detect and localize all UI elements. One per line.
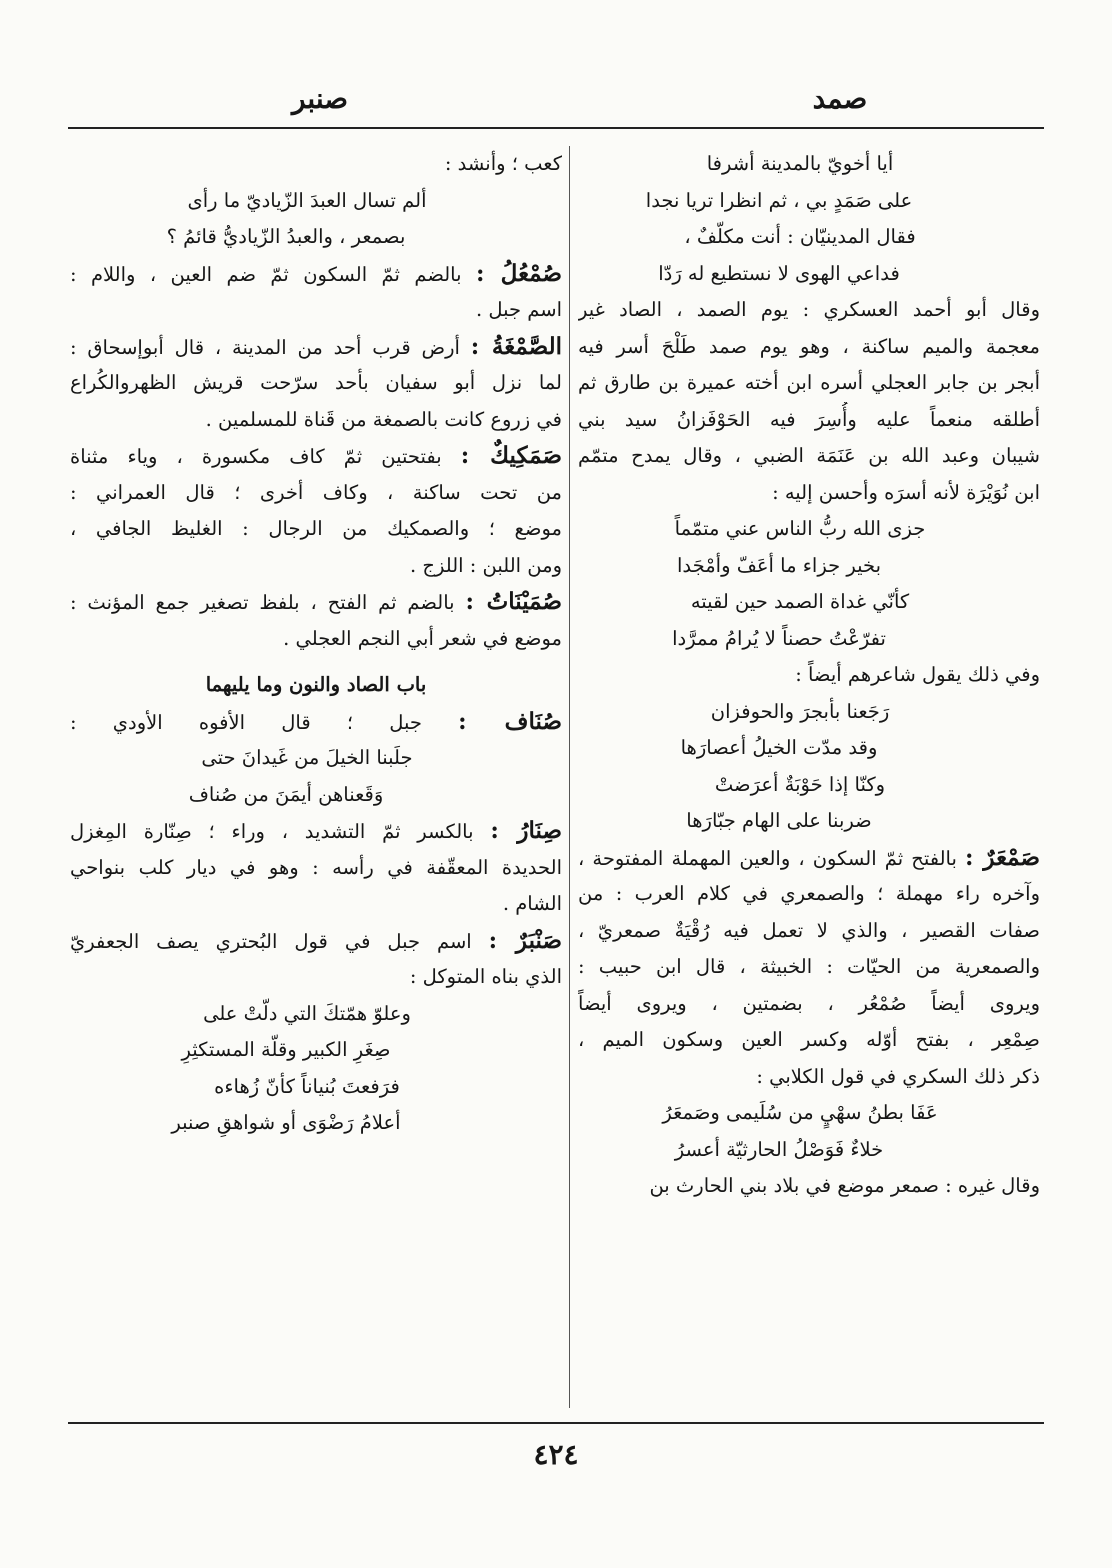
entry-headword: الصَّمْغَةُ : <box>470 332 562 360</box>
dictionary-entry-line <box>70 923 562 960</box>
entry-text: بالكسر ثمّ التشديد ، وراء ؛ صِنّارة المِغزل <box>70 820 491 843</box>
dictionary-entry-line <box>70 704 562 741</box>
text-line: ابن نُوَيْرَة لأنه أسرَه وأحسن إليه : <box>772 480 1040 504</box>
text-line: كعب ؛ وأنشد : <box>444 152 562 175</box>
header-rule <box>68 127 1044 129</box>
dictionary-entry-line <box>70 438 562 475</box>
running-head-left: صنبر <box>291 82 349 115</box>
entry-text: بفتحتين ثمّ كاف مكسورة ، وياء مثناة <box>70 445 461 468</box>
verse-hemistich-first: ألم تسال العبدَ الزّياديّ ما رأى <box>187 188 427 212</box>
verse-hemistich-first: فقال المدينيّان : أنت مكلّفٌ ، <box>684 225 916 248</box>
text-line: من تحت ساكنة ، وكاف أخرى ؛ قال العمراني : <box>70 480 562 504</box>
text-line: والصمعرية من الحيّات : الخبيثة ، قال ابن حبيب : <box>578 955 1040 978</box>
verse-hemistich-second: تفرّعْتُ حصناً لا يُرامُ ممرَّدا <box>672 626 886 650</box>
text-line: الذي بناه المتوكل : <box>409 965 562 988</box>
footer-rule <box>68 1422 1044 1424</box>
text-line: موضع في شعر أبي النجم العجلي . <box>283 626 562 650</box>
text-line: اسم جبل . <box>475 298 562 321</box>
dictionary-entry-line <box>578 840 1040 877</box>
verse-hemistich-first: وعلوّ همّتكَ التي دلّتْ على <box>203 1001 411 1025</box>
text-line: صِمْعِر ، بفتح أوّله وكسر العين وسكون الميم ، <box>578 1028 1040 1051</box>
text-line: ومن اللبن : اللزج . <box>410 553 562 577</box>
spacer <box>70 657 562 667</box>
entry-text: بالضم ثمّ السكون ثمّ ضم العين ، واللام : <box>70 262 476 286</box>
text-line: ذكر ذلك السكري في قول الكلابي : <box>756 1064 1040 1088</box>
entry-text: بالفتح ثمّ السكون ، والعين المهملة المفتوحة ، <box>578 846 965 870</box>
left-column <box>70 146 562 1142</box>
verse-hemistich-first: جلَبنا الخيلَ من غَيدانَ حتى <box>201 746 413 769</box>
entry-headword: صَنْبَرٌ : <box>488 926 562 954</box>
dictionary-entry-line <box>70 813 562 850</box>
verse-hemistich-first: جزى الله ربُّ الناس عني متمّماً <box>674 517 926 540</box>
text-line: وقال غيره : صمعر موضع في بلاد بني الحارث بن <box>649 1174 1040 1197</box>
entry-headword: صُمَيْنَاتُ : <box>465 588 562 615</box>
page-number: ٤٢٤ <box>533 1438 579 1471</box>
verse-hemistich-second: بصمعر ، والعبدُ الزّياديُّ قائمُ ؟ <box>166 225 406 248</box>
dictionary-entry-line <box>70 584 562 621</box>
verse-hemistich-first: كأنّي غداة الصمد حين لقيته <box>690 590 910 613</box>
text-line: أبجر بن جابر العجلي أسره ابن أخته عميرة بن طارق ثم <box>578 371 1040 394</box>
column-divider <box>569 146 570 1408</box>
text-line: أطلقه منعماً عليه وأُسِرَ فيه الحَوْفَزانُ سيد بني <box>578 407 1040 431</box>
text-line: وآخره راء مهملة ؛ والصمعري في كلام العرب : من <box>578 882 1040 905</box>
verse-hemistich-first: وكنّا إذا حَوْبَةٌ أعرَضتْ <box>714 772 886 796</box>
entry-headword: صُنَاف : <box>458 707 562 735</box>
text-line: موضع ؛ والصمكيك من الرجال : الغليظ الجافي ، <box>70 517 562 540</box>
verse-hemistich-second: فداعي الهوى لا نستطيع له رَدّا <box>658 261 900 285</box>
text-line: الحديدة المعقّفة في رأسه : وهو في ديار كلب بنواحي <box>70 855 562 879</box>
entry-headword: صَمْعَرٌ : <box>964 843 1040 871</box>
text-line: الشام . <box>502 892 562 915</box>
text-line: صفات القصير ، والذي لا تعمل فيه رُقْيَةٌ صمعريّ ، <box>578 918 1040 942</box>
entry-text: بالضم ثم الفتح ، بلفظ تصغير جمع المؤنث : <box>70 591 466 614</box>
text-line: ويروى أيضاً صُمْعُر ، بضمتين ، ويروى أيضاً <box>578 991 1040 1015</box>
entry-headword: صِنَارُ : <box>490 817 562 844</box>
dictionary-entry-line <box>70 256 562 293</box>
verse-hemistich-first: عَفَا بطنُ سهْيٍ من سُلَيمى وصَمعَرُ <box>662 1101 938 1124</box>
verse-hemistich-second: ضربنا على الهام جبّارَها <box>686 809 872 832</box>
section-heading: باب الصاد والنون وما يليهما <box>205 673 427 696</box>
verse-hemistich-second: أعلامُ رَضْوَى أو شواهقِ صنبر <box>171 1111 401 1134</box>
verse-hemistich-second: وَقَعناهن أيمَنَ من صُناف <box>188 782 384 806</box>
verse-hemistich-second: وقد مدّت الخيلُ أعصارَها <box>680 736 878 759</box>
text-line: وقال أبو أحمد العسكري : يوم الصمد ، الصاد غير <box>578 298 1040 321</box>
entry-headword: صُمْعُلُ : <box>475 259 562 287</box>
verse-hemistich-first: أيا أخويّ بالمدينة أشرفا <box>706 152 894 175</box>
text-line: وفي ذلك يقول شاعرهم أيضاً : <box>795 663 1040 686</box>
dictionary-entry-line <box>70 329 562 366</box>
verse-hemistich-second: على صَمَدٍ بي ، ثم انظرا تريا نجدا <box>645 188 913 212</box>
entry-text: جبل ؛ قال الأفوه الأودي : <box>70 710 459 734</box>
verse-hemistich-second: بخير جزاء ما أعَفّ وأمْجَدا <box>677 553 881 577</box>
entry-text: أرض قرب أحد من المدينة ، قال أبوإسحاق : <box>70 335 471 359</box>
right-column <box>578 146 1040 1205</box>
text-line: معجمة والميم ساكنة ، وهو يوم صمد طَلْحَ أسر فيه <box>578 334 1040 358</box>
verse-hemistich-first: رَجَعنا بأبجرَ والحوفزان <box>710 699 890 723</box>
verse-hemistich-second: خلاءٌ فَوَصْلُ الحارثيّة أعسرُ <box>674 1137 884 1161</box>
entry-headword: صَمَكِيكٌ : <box>460 442 562 469</box>
text-line: لما نزل أبو سفيان بأحد سرّحت قريش الظهروالكُراع <box>70 371 562 394</box>
entry-text: اسم جبل في قول البُحتري يصف الجعفريّ <box>70 929 489 953</box>
verse-hemistich-first: فرَفعتَ بُنياناً كأنّ زُهاءه <box>214 1074 400 1098</box>
text-line: شيبان وعبد الله بن عَنَمَة الضبي ، وقال يمدح متمّم <box>578 444 1040 467</box>
text-line: في زروع كانت بالصمغة من قَناة للمسلمين . <box>205 407 562 431</box>
running-head-right: صمد <box>812 82 868 115</box>
verse-hemistich-second: صِغَرِ الكبير وقلّة المستكثِرِ <box>181 1038 391 1061</box>
